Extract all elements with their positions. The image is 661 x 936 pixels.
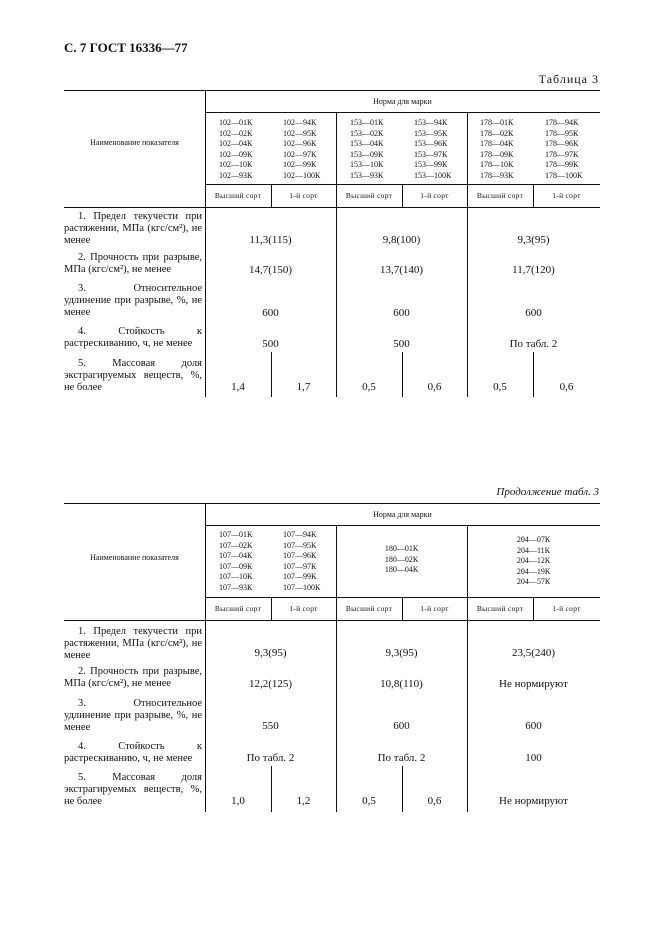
page-header: С. 7 ГОСТ 16336—77 [64, 40, 188, 55]
value-cell: 12,2(125) [248, 678, 293, 690]
value-cell: 0,5 [362, 795, 376, 807]
value-cell: 14,7(150) [248, 264, 293, 276]
norm-header: Норма для марки [373, 510, 432, 519]
value-cell: По табл. 2 [509, 338, 558, 350]
value-cell: 1,0 [231, 795, 245, 807]
value-cell: 9,3(95) [517, 234, 550, 246]
grade-list: 204—07К 204—11К 204—12К 204—19К 204—57К [516, 535, 551, 586]
sort-label: 1-й сорт [289, 604, 318, 613]
sort-label: 1-й сорт [420, 191, 449, 200]
sort-label: 1-й сорт [420, 604, 449, 613]
param-name: 3. Относительное удлинение при разрыве, %, не менее [64, 283, 202, 318]
param-name: 2. Прочность при разрыве, МПа (кгс/см²), не менее [64, 666, 202, 689]
sort-label: Высший сорт [476, 191, 524, 200]
value-cell: 550 [262, 720, 279, 732]
norm-header: Норма для марки [373, 97, 432, 106]
norm-header-rule [205, 112, 600, 113]
grade-list: 153—94К 153—95К 153—96К 153—97К 153—99К 153—100К [414, 118, 452, 180]
value-cell: 600 [262, 307, 279, 319]
sort-label: 1-й сорт [552, 191, 581, 200]
value-cell: 11,7(120) [512, 264, 555, 276]
value-cell: 500 [393, 338, 410, 350]
value-cell: 10,8(110) [380, 678, 423, 690]
header-bottom-rule [64, 207, 600, 208]
sort-label: Высший сорт [345, 191, 393, 200]
value-cell: 11,3(115) [249, 234, 292, 246]
param-name: 5. Массовая доля экстрагируемых веществ, %, не более [64, 358, 202, 393]
grade-list: 178—01К 178—02К 178—04К 178—09К 178—10К 178—93К [480, 118, 514, 180]
value-cell: 1,2 [296, 795, 311, 807]
sort-label: Высший сорт [476, 604, 524, 613]
grade-list: 153—01К 153—02К 153—04К 153—09К 153—10К 153—93К [350, 118, 384, 180]
value-cell: 0,6 [427, 795, 442, 807]
table-top-rule [64, 90, 600, 91]
grade-list: 102—94К 102—95К 102—96К 102—97К 102—99К 102—100К [283, 118, 321, 180]
param-name: 4. Стойкость к растрескиванию, ч, не менее [64, 741, 202, 764]
param-name: 3. Относительное удлинение при разрыве, %, не менее [64, 698, 202, 733]
value-cell: Не нормируют [499, 678, 568, 690]
value-cell: 9,3(95) [385, 647, 418, 659]
grade-list: 178—94К 178—95К 178—96К 178—97К 178—99К 178—100К [545, 118, 583, 180]
value-cell: 0,5 [493, 381, 507, 393]
grade-list: 180—01К 180—02К 180—04К [384, 544, 419, 574]
value-cell: 0,6 [559, 381, 574, 393]
param-name: 4. Стойкость к растрескиванию, ч, не менее [64, 326, 202, 349]
value-cell: 13,7(140) [379, 264, 424, 276]
param-name: 1. Предел текучести при растяжении, МПа (кгс/см²), не менее [64, 626, 202, 661]
sort-label: 1-й сорт [289, 191, 318, 200]
value-cell: 600 [393, 307, 410, 319]
value-cell: 100 [525, 752, 542, 764]
param-name: 2. Прочность при разрыве, МПа (кгс/см²), не менее [64, 252, 202, 275]
param-name: 5. Массовая доля экстрагируемых веществ, %, не более [64, 772, 202, 807]
table-caption: Таблица 3 [538, 72, 599, 86]
table-continuation-caption: Продолжение табл. 3 [496, 486, 599, 498]
value-cell: 600 [525, 307, 542, 319]
value-cell: 500 [262, 338, 279, 350]
value-cell: Не нормируют [499, 795, 568, 807]
norm-header-rule [205, 525, 600, 526]
sort-label: Высший сорт [214, 604, 262, 613]
value-cell: 600 [393, 720, 410, 732]
value-cell: 9,8(100) [382, 234, 421, 246]
value-cell: 1,7 [296, 381, 311, 393]
value-cell: 0,5 [362, 381, 376, 393]
column-header: Наименование показателя [90, 138, 179, 147]
value-cell: 9,3(95) [254, 647, 287, 659]
column-header: Наименование показателя [90, 553, 179, 562]
value-cell: 600 [525, 720, 542, 732]
sort-label: Высший сорт [345, 604, 393, 613]
value-cell: 1,4 [231, 381, 245, 393]
value-cell: По табл. 2 [377, 752, 426, 764]
grade-list: 107—94К 107—95К 107—96К 107—97К 107—99К 107—100К [283, 530, 321, 592]
grade-list: 107—01К 107—02К 107—04К 107—09К 107—10К 107—93К [219, 530, 253, 592]
table-top-rule [64, 503, 600, 504]
value-cell: По табл. 2 [246, 752, 295, 764]
sort-label: Высший сорт [214, 191, 262, 200]
header-bottom-rule [64, 620, 600, 621]
value-cell: 0,6 [427, 381, 442, 393]
value-cell: 23,5(240) [511, 647, 556, 659]
param-name: 1. Предел текучести при растяжении, МПа (кгс/см²), не менее [64, 211, 202, 246]
grade-list: 102—01К 102—02К 102—04К 102—09К 102—10К 102—93К [219, 118, 253, 180]
sort-label: 1-й сорт [552, 604, 581, 613]
